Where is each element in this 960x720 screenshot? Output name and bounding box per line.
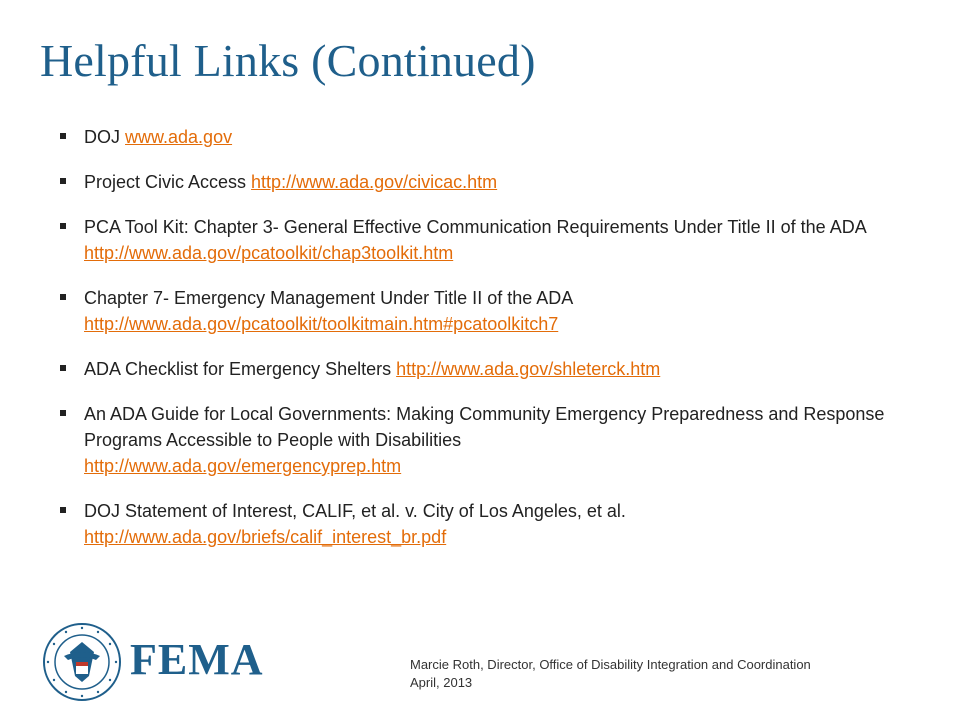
link-ada-gov[interactable]: www.ada.gov <box>125 127 233 147</box>
list-item <box>60 356 910 382</box>
bullet-square-icon <box>60 410 66 416</box>
link-calif-brief[interactable]: http://www.ada.gov/briefs/calif_interest_br.pdf <box>84 527 447 547</box>
footer <box>410 656 930 692</box>
bullet-square-icon <box>60 507 66 513</box>
link-civic-access[interactable]: http://www.ada.gov/civicac.htm <box>251 172 498 192</box>
bullet-square-icon <box>60 133 66 139</box>
dhs-seal-icon <box>42 622 122 702</box>
list-item <box>60 124 910 150</box>
footer-author: Marcie Roth, Director, Office of Disability Integration and Coordination <box>410 657 811 672</box>
link-chap3-toolkit[interactable]: http://www.ada.gov/pcatoolkit/chap3toolkit.htm <box>84 243 454 263</box>
list-item <box>60 401 910 479</box>
list-item <box>60 169 910 195</box>
footer-date: April, 2013 <box>410 675 473 690</box>
item-text: Project Civic Access <box>84 172 252 192</box>
links-list <box>60 124 910 550</box>
bullet-square-icon <box>60 294 66 300</box>
list-item <box>60 214 910 266</box>
item-text: ADA Checklist for Emergency Shelters <box>84 359 397 379</box>
fema-wordmark: FEMA <box>130 635 264 684</box>
bullet-square-icon <box>60 365 66 371</box>
bullet-square-icon <box>60 223 66 229</box>
item-text: An ADA Guide for Local Governments: Making Community Emergency Preparedness and Response Programs Accessible to People with Disabilities <box>84 404 885 450</box>
link-shelter-checklist[interactable]: http://www.ada.gov/shleterck.htm <box>396 359 661 379</box>
list-item <box>60 285 910 337</box>
link-emergency-prep[interactable]: http://www.ada.gov/emergencyprep.htm <box>84 456 402 476</box>
item-text: DOJ <box>84 127 126 147</box>
link-toolkit-ch7[interactable]: http://www.ada.gov/pcatoolkit/toolkitmain.htm#pcatoolkitch7 <box>84 314 559 334</box>
list-item <box>60 498 910 550</box>
page-title: Helpful Links (Continued) <box>40 35 536 86</box>
bullet-square-icon <box>60 178 66 184</box>
item-text: DOJ Statement of Interest, CALIF, et al. v. City of Los Angeles, et al. <box>84 501 626 521</box>
item-text: PCA Tool Kit: Chapter 3- General Effective Communication Requirements Under Title II of the ADA <box>84 217 866 237</box>
item-text: Chapter 7- Emergency Management Under Title II of the ADA <box>84 288 574 308</box>
